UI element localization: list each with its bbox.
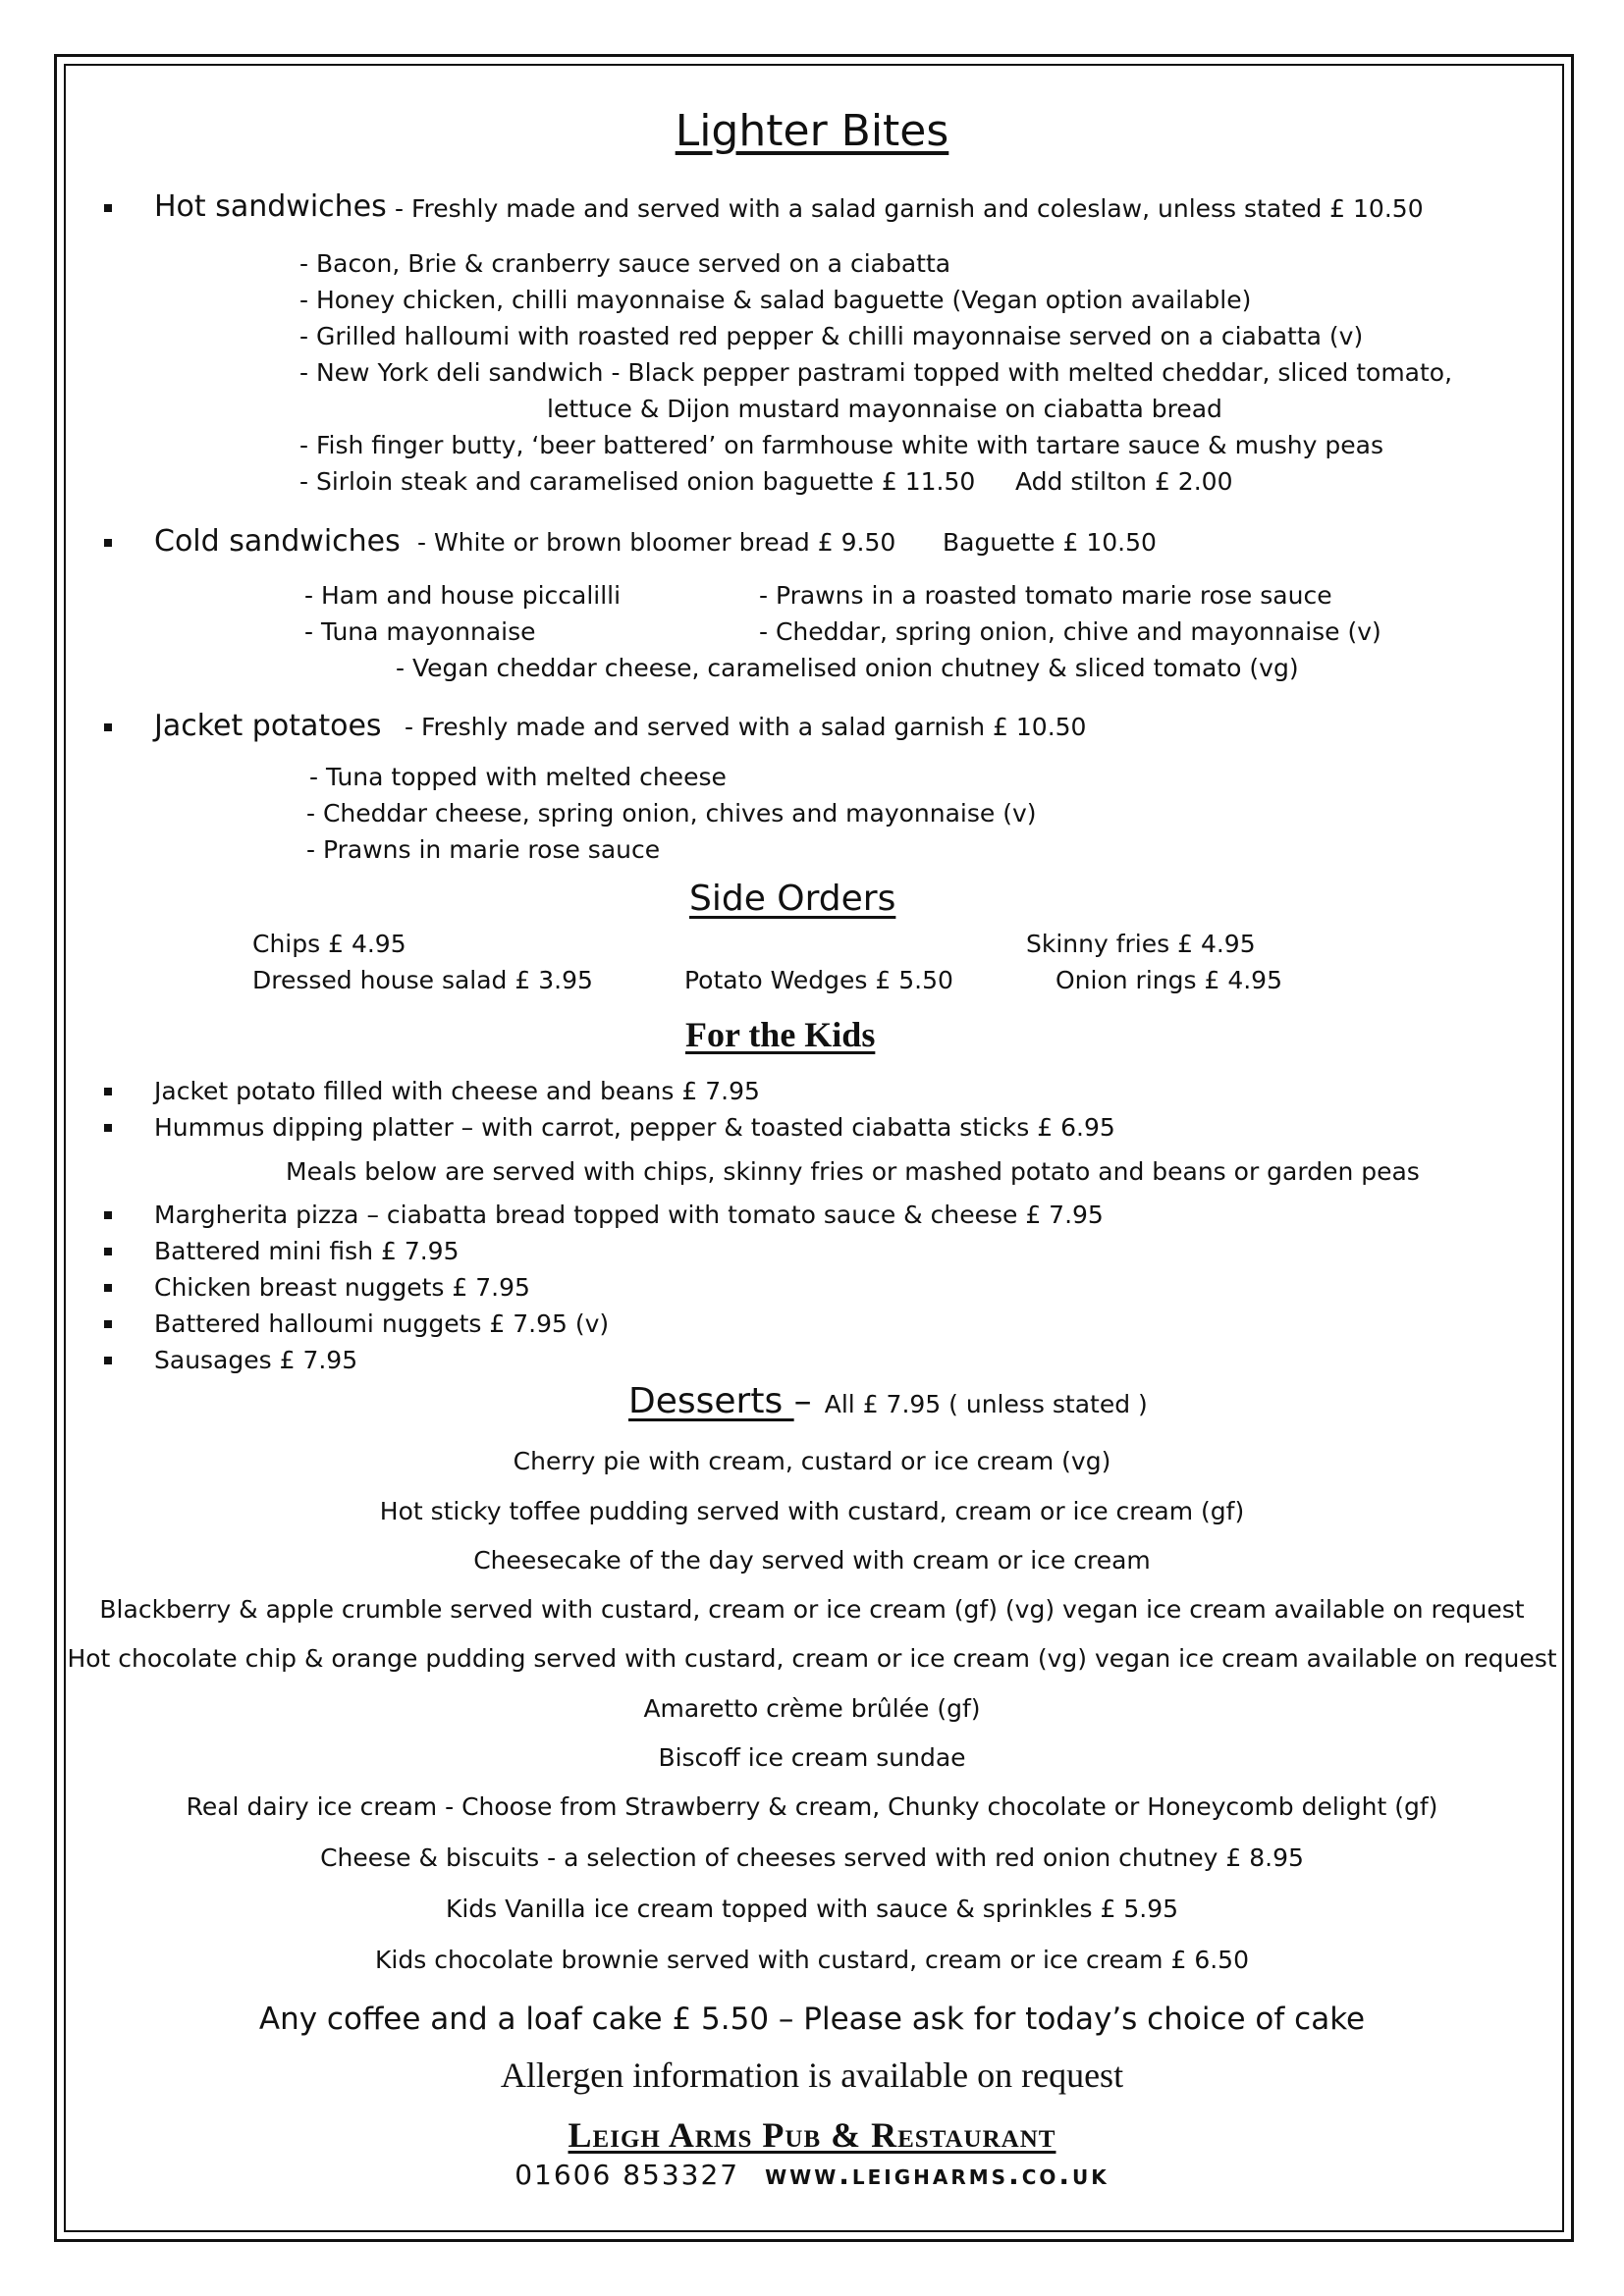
jacket-potatoes-heading: Jacket potatoes — [154, 709, 382, 743]
dessert-item: Hot sticky toffee pudding served with custard, cream or ice cream (gf) — [379, 1497, 1245, 1525]
restaurant-name: Leigh Arms Pub & Restaurant — [568, 2115, 1056, 2155]
menu-item-continuation: lettuce & Dijon mustard mayonnaise on ciabatta bread — [547, 395, 1222, 423]
side-orders-heading: Side Orders — [689, 879, 896, 919]
dessert-item: Blackberry & apple crumble served with custard, cream or ice cream (gf) (vg) vegan ice cream available on request — [99, 1595, 1525, 1624]
bullet-icon — [104, 1124, 112, 1132]
side-wedges: Potato Wedges £ 5.50 — [684, 966, 953, 994]
bullet-icon — [104, 1284, 112, 1292]
kids-item: Sausages £ 7.95 — [154, 1346, 358, 1374]
menu-item: - Ham and house piccalilli — [304, 581, 622, 610]
side-salad: Dressed house salad £ 3.95 — [252, 966, 593, 994]
kids-item: Hummus dipping platter – with carrot, pepper & toasted ciabatta sticks £ 6.95 — [154, 1113, 1115, 1142]
bullet-icon — [104, 1357, 112, 1364]
dessert-item: Kids Vanilla ice cream topped with sauce & sprinkles £ 5.95 — [445, 1895, 1179, 1923]
kids-item: Battered halloumi nuggets £ 7.95 (v) — [154, 1309, 610, 1338]
page-title: Lighter Bites — [675, 106, 949, 156]
desserts-heading: Desserts — [628, 1381, 794, 1421]
addon-stilton: Add stilton £ 2.00 — [1015, 467, 1233, 496]
menu-item: - Tuna mayonnaise — [304, 617, 536, 646]
dessert-item: Cherry pie with cream, custard or ice cream (vg) — [513, 1447, 1111, 1475]
side-skinny-fries: Skinny fries £ 4.95 — [1026, 930, 1256, 958]
bullet-icon — [104, 1211, 112, 1219]
bullet-icon — [104, 1320, 112, 1328]
hot-sandwiches-heading: Hot sandwiches — [154, 189, 387, 224]
menu-item: - Grilled halloumi with roasted red pepper & chilli mayonnaise served on a ciabatta (v) — [299, 322, 1364, 350]
menu-item: - Vegan cheddar cheese, caramelised onion chutney & sliced tomato (vg) — [396, 654, 1299, 682]
hot-sandwiches-desc: - Freshly made and served with a salad garnish and coleslaw, unless stated £ 10.50 — [395, 194, 1424, 223]
cold-sandwiches-desc: - White or brown bloomer bread £ 9.50 — [417, 528, 896, 557]
dessert-item: Cheese & biscuits - a selection of cheeses served with red onion chutney £ 8.95 — [320, 1843, 1304, 1872]
dessert-item: Hot chocolate chip & orange pudding served with custard, cream or ice cream (vg) vegan ice cream available on request — [67, 1644, 1557, 1673]
allergen-notice: Allergen information is available on request — [500, 2056, 1124, 2095]
contact-line — [0, 2159, 1624, 2191]
bullet-icon — [104, 1248, 112, 1255]
bullet-icon — [104, 539, 112, 547]
menu-item: - Prawns in marie rose sauce — [306, 835, 661, 864]
dessert-item: Cheesecake of the day served with cream or ice cream — [473, 1546, 1151, 1575]
bullet-icon — [104, 204, 112, 212]
menu-item: - Cheddar, spring onion, chive and mayonnaise (v) — [759, 617, 1381, 646]
dessert-item: Kids chocolate brownie served with custard, cream or ice cream £ 6.50 — [375, 1946, 1249, 1974]
bullet-icon — [104, 1088, 112, 1095]
jacket-potatoes-desc: - Freshly made and served with a salad garnish £ 10.50 — [405, 713, 1087, 741]
dessert-item: Real dairy ice cream - Choose from Strawberry & cream, Chunky chocolate or Honeycomb delight (gf) — [186, 1792, 1438, 1821]
menu-item: - Sirloin steak and caramelised onion baguette £ 11.50 — [299, 467, 976, 496]
menu-item: - New York deli sandwich - Black pepper pastrami topped with melted cheddar, sliced tomato, — [299, 358, 1453, 387]
menu-item: - Bacon, Brie & cranberry sauce served on a ciabatta — [299, 249, 951, 278]
dessert-item: Biscoff ice cream sundae — [658, 1743, 966, 1772]
side-chips: Chips £ 4.95 — [252, 930, 406, 958]
baguette-price: Baguette £ 10.50 — [943, 528, 1157, 557]
kids-item: Margherita pizza – ciabatta bread topped with tomato sauce & cheese £ 7.95 — [154, 1201, 1104, 1229]
dessert-item: Amaretto crème brûlée (gf) — [643, 1694, 981, 1723]
bullet-icon — [104, 723, 112, 731]
website-link[interactable]: www.leigharms.co.uk — [765, 2159, 1110, 2191]
side-onion-rings: Onion rings £ 4.95 — [1056, 966, 1282, 994]
cold-sandwiches-heading: Cold sandwiches — [154, 524, 401, 559]
menu-item: - Cheddar cheese, spring onion, chives and mayonnaise (v) — [306, 799, 1037, 828]
kids-item: Jacket potato filled with cheese and beans £ 7.95 — [154, 1077, 760, 1105]
desserts-dash: – — [793, 1381, 812, 1421]
kids-item: Chicken breast nuggets £ 7.95 — [154, 1273, 530, 1302]
phone-number: 01606 853327 — [514, 2159, 740, 2191]
desserts-price-note: All £ 7.95 ( unless stated ) — [824, 1390, 1148, 1418]
coffee-offer: Any coffee and a loaf cake £ 5.50 – Please ask for today’s choice of cake — [258, 2002, 1366, 2037]
menu-item: - Tuna topped with melted cheese — [309, 763, 727, 791]
desserts-header — [628, 1381, 1148, 1421]
menu-item: - Honey chicken, chilli mayonnaise & salad baguette (Vegan option available) — [299, 286, 1252, 314]
menu-item: - Prawns in a roasted tomato marie rose sauce — [759, 581, 1332, 610]
kids-item: Battered mini fish £ 7.95 — [154, 1237, 460, 1265]
kids-meals-note: Meals below are served with chips, skinny fries or mashed potato and beans or garden peas — [286, 1157, 1420, 1186]
kids-heading: For the Kids — [685, 1015, 876, 1054]
menu-item: - Fish finger butty, ‘beer battered’ on farmhouse white with tartare sauce & mushy peas — [299, 431, 1383, 459]
